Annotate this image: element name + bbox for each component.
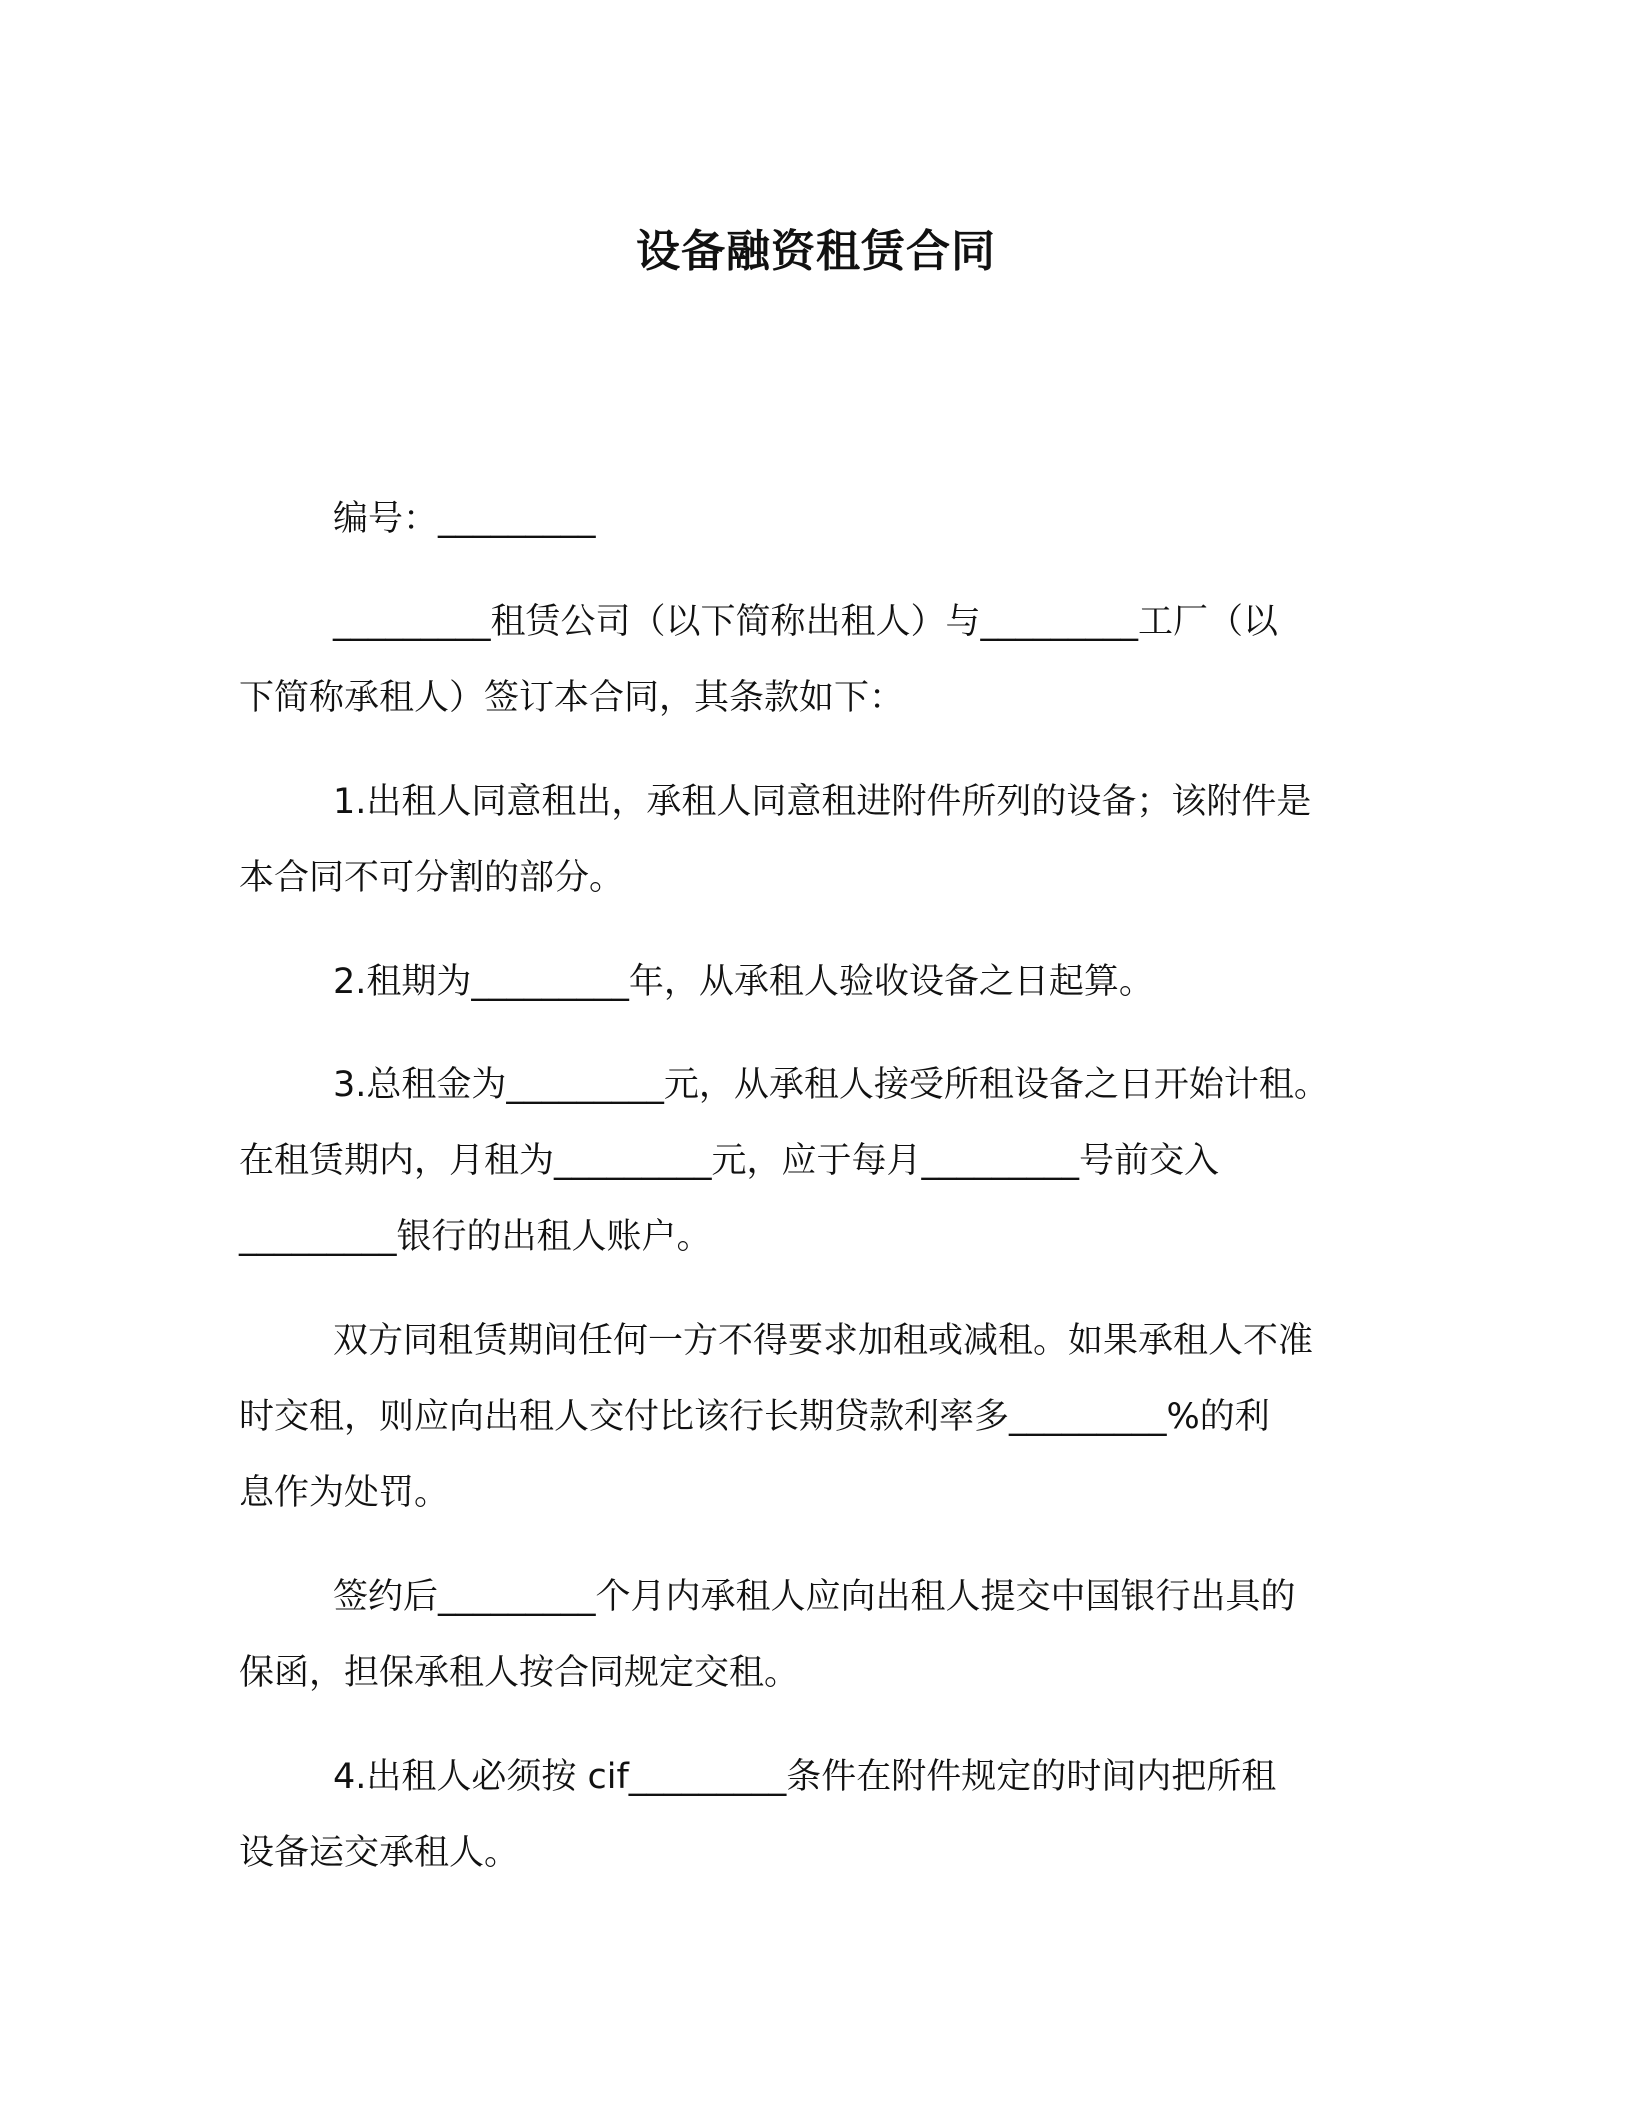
clause-3-line-3: _________银行的出租人账户。: [239, 1217, 712, 1257]
rent-clause-line-1: 双方同租赁期间任何一方不得要求加租或减租。如果承租人不准: [333, 1321, 1314, 1361]
document-title: 设备融资租赁合同: [636, 226, 996, 277]
clause-4-line-1: 4.出租人必须按 cif_________条件在附件规定的时间内把所租: [333, 1757, 1277, 1797]
guarantee-clause-line-1: 签约后_________个月内承租人应向出租人提交中国银行出具的: [333, 1577, 1296, 1617]
clause-4-line-2: 设备运交承租人。: [239, 1833, 520, 1873]
parties-line-1: _________租赁公司（以下简称出租人）与_________工厂（以: [333, 602, 1279, 642]
clause-1-line-2: 本合同不可分割的部分。: [239, 858, 625, 898]
clause-3-line-2: 在租赁期内，月租为_________元，应于每月_________号前交入: [239, 1141, 1220, 1181]
contract-number-line: 编号：_________: [333, 499, 596, 539]
rent-clause-line-3: 息作为处罚。: [239, 1473, 450, 1513]
clause-3-line-1: 3.总租金为_________元，从承租人接受所租设备之日开始计租。: [333, 1065, 1329, 1105]
parties-line-2: 下简称承租人）签订本合同，其条款如下：: [239, 678, 905, 718]
rent-clause-line-2: 时交租，则应向出租人交付比该行长期贷款利率多_________%的利: [239, 1397, 1270, 1437]
clause-1-line-1: 1.出租人同意租出，承租人同意租进附件所列的设备；该附件是: [333, 782, 1312, 822]
guarantee-clause-line-2: 保函，担保承租人按合同规定交租。: [239, 1653, 800, 1693]
clause-2-line-1: 2.租期为_________年，从承租人验收设备之日起算。: [333, 962, 1154, 1002]
